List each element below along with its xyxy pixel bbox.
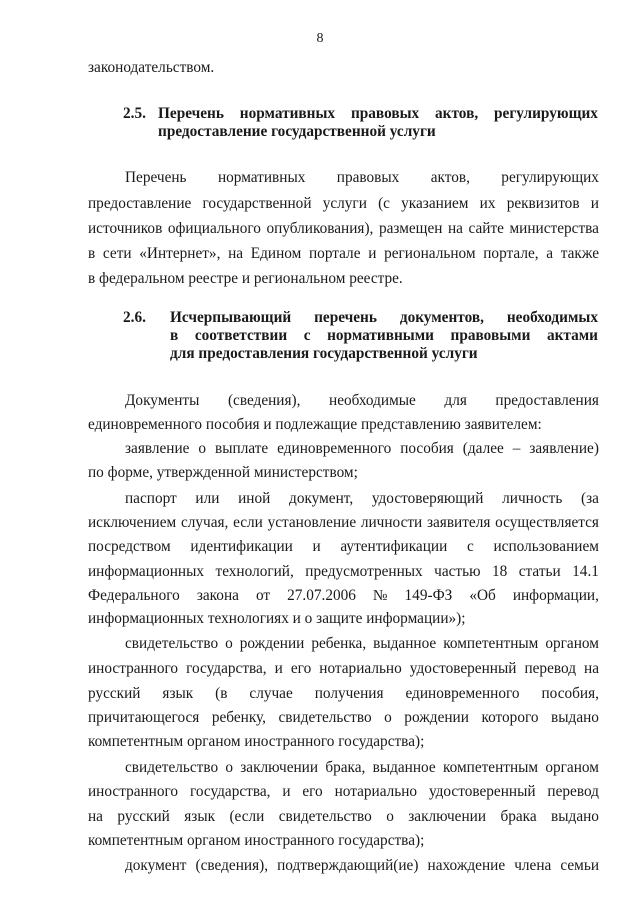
word: его <box>302 783 323 800</box>
paragraph-line <box>88 708 599 728</box>
paragraph-line <box>88 513 599 533</box>
word: иной <box>238 490 271 507</box>
word: информационных <box>88 563 205 580</box>
word: государства, <box>189 783 271 800</box>
word: свидетельство <box>125 759 219 776</box>
paragraph-line <box>88 219 599 239</box>
word: о <box>386 808 394 825</box>
word: установление <box>267 514 357 531</box>
word: предусмотренных <box>305 563 423 580</box>
word: Исчерпывающий <box>170 309 292 326</box>
paragraph-line <box>88 586 599 606</box>
word: нотариально <box>334 783 418 800</box>
word: заявителя <box>426 514 491 531</box>
word: причитающегося <box>88 709 200 726</box>
word: свидетельство <box>278 808 372 825</box>
word: государственной <box>202 195 312 212</box>
word: нормативных <box>239 105 336 122</box>
word: закона <box>196 587 239 604</box>
word: № <box>372 587 388 604</box>
word: «Об <box>469 587 496 604</box>
word: идентификации <box>190 538 293 555</box>
paragraph-line: единовременного пособия и подлежащие представлению заявителем: <box>88 416 542 433</box>
word: компетентным <box>442 759 539 776</box>
word: актами <box>546 327 598 344</box>
word: иностранного <box>88 783 179 800</box>
word: удостоверенный <box>409 660 517 677</box>
word: рождении <box>239 635 305 652</box>
word: в <box>88 245 96 262</box>
paragraph-line <box>125 391 599 411</box>
word: органом <box>545 759 599 776</box>
word: частью <box>434 563 481 580</box>
word: указанием <box>401 195 469 212</box>
word: Документы <box>125 392 200 409</box>
word: выданное <box>373 635 437 652</box>
word: о <box>225 759 234 776</box>
word: Федерального <box>88 587 180 604</box>
word: (если <box>229 808 265 825</box>
word: на <box>228 245 244 262</box>
text-line: законодательством. <box>88 59 215 76</box>
word: актов, <box>435 105 479 122</box>
word: единовременного <box>405 685 520 702</box>
word: заявление <box>125 440 190 457</box>
word: региональном <box>384 245 476 262</box>
paragraph-line: компетентным органом иностранного государства); <box>88 733 425 750</box>
word: брака <box>500 808 537 825</box>
word: ребенка, <box>311 635 367 652</box>
word: и <box>274 660 283 677</box>
word: выданное <box>372 759 436 776</box>
section-heading-line: предоставление государственной услуги <box>158 123 436 140</box>
word: осуществляется <box>495 514 599 531</box>
word: источников <box>88 220 163 237</box>
word: – <box>512 440 521 457</box>
word: язык <box>184 808 216 825</box>
word: для <box>444 392 467 409</box>
word: и <box>312 538 321 555</box>
word: (сведения), <box>195 857 269 874</box>
word: его <box>290 660 312 677</box>
word: аутентификации <box>340 538 448 555</box>
word: (в <box>215 685 228 702</box>
paragraph-line <box>125 758 599 778</box>
word: удостоверенный <box>428 783 536 800</box>
word: иностранного <box>88 660 179 677</box>
word: семьи <box>560 857 599 874</box>
word: 149-ФЗ <box>404 587 453 604</box>
word: статьи <box>518 563 561 580</box>
word: ребенку, <box>211 709 266 726</box>
word: 27.07.2006 <box>287 587 356 604</box>
word: которого <box>481 709 539 726</box>
word: (за <box>581 490 599 507</box>
word: если <box>233 514 263 531</box>
word: на <box>447 220 463 237</box>
paragraph-line <box>125 489 599 509</box>
word: (далее <box>462 440 504 457</box>
word: выплате <box>215 440 269 457</box>
word: получения <box>314 685 384 702</box>
word: о <box>384 709 392 726</box>
word: опубликования), <box>266 220 374 237</box>
paragraph-line <box>88 807 599 827</box>
word: заявление) <box>529 440 599 457</box>
paragraph-line <box>88 244 599 264</box>
word: рождении <box>404 709 469 726</box>
word: пособия <box>400 440 454 457</box>
word: выдано <box>551 709 599 726</box>
word: и <box>282 783 291 800</box>
word: их <box>479 195 496 212</box>
word: также <box>560 245 599 262</box>
word: документ, <box>289 490 354 507</box>
word: сети <box>102 245 132 262</box>
word: паспорт <box>125 490 177 507</box>
word: соответствии <box>194 327 288 344</box>
word: регулирующих <box>501 169 599 186</box>
word: использованием <box>493 538 599 555</box>
section-heading-line <box>158 104 598 124</box>
word: личности <box>360 514 423 531</box>
word: органом <box>545 635 599 652</box>
word: нотариально <box>319 660 402 677</box>
word: реквизитов <box>506 195 580 212</box>
word: выдано <box>551 808 599 825</box>
word: информации, <box>512 587 599 604</box>
word: русский <box>88 685 141 702</box>
word: удостоверяющий <box>371 490 484 507</box>
word: Перечень <box>125 169 187 186</box>
word: случае <box>249 685 293 702</box>
word: с <box>466 538 474 555</box>
paragraph-line <box>88 782 599 802</box>
word: а <box>546 245 554 262</box>
word: заключении <box>240 759 319 776</box>
word: правовых <box>350 105 420 122</box>
word: заключении <box>408 808 487 825</box>
word: личность <box>502 490 563 507</box>
paragraph-line: в федеральном реестре и региональном реестре. <box>88 270 403 287</box>
word: регулирующих <box>494 105 598 122</box>
word: перечень <box>314 309 377 326</box>
word: размещен <box>378 220 443 237</box>
word: перевод <box>547 783 599 800</box>
word: предоставления <box>495 392 599 409</box>
paragraph-line <box>88 562 599 582</box>
word: случая, <box>180 514 229 531</box>
word: о <box>198 440 207 457</box>
word: необходимых <box>506 309 598 326</box>
word: русский <box>117 808 170 825</box>
word: единовременного <box>277 440 392 457</box>
word: на <box>88 808 103 825</box>
section-heading-line <box>170 326 598 346</box>
word: услуги <box>322 195 367 212</box>
paragraph-line: по форме, утвержденной министерством; <box>88 464 358 481</box>
word: о <box>225 635 233 652</box>
word: портале, <box>483 245 539 262</box>
paragraph-line <box>125 856 599 876</box>
word: государства, <box>186 660 267 677</box>
word: посредством <box>88 538 171 555</box>
word: в <box>170 327 179 344</box>
word: нормативными <box>327 327 434 344</box>
word: и <box>590 195 599 212</box>
word: министерства <box>509 220 599 237</box>
word: Перечень <box>158 105 224 122</box>
paragraph-line <box>88 684 599 704</box>
word: или <box>195 490 220 507</box>
section-number: 2.6. <box>123 309 146 326</box>
word: подтверждающий(ие) <box>277 857 419 874</box>
paragraph-line <box>125 634 599 654</box>
word: свидетельство <box>125 635 219 652</box>
word: (сведения), <box>227 392 301 409</box>
word: члена <box>514 857 552 874</box>
word: «Интернет», <box>139 245 221 262</box>
word: свидетельство <box>278 709 372 726</box>
word: портале <box>308 245 361 262</box>
word: с <box>303 327 311 344</box>
word: сайте <box>468 220 504 237</box>
word: предоставление <box>88 195 192 212</box>
word: правовых <box>336 169 400 186</box>
word: необходимые <box>329 392 416 409</box>
word: брака, <box>325 759 366 776</box>
word: 14.1 <box>572 563 599 580</box>
word: технологий, <box>215 563 294 580</box>
paragraph-line <box>125 168 599 188</box>
word: от <box>255 587 271 604</box>
word: перевод <box>524 660 576 677</box>
section-heading-line <box>170 308 598 328</box>
paragraph-line <box>88 194 599 214</box>
word: на <box>584 660 599 677</box>
word: документов, <box>399 309 484 326</box>
word: документ <box>125 857 187 874</box>
paragraph-line <box>125 439 599 459</box>
section-number: 2.5. <box>123 105 146 122</box>
paragraph-line <box>88 537 599 557</box>
word: нормативных <box>217 169 306 186</box>
word: (с <box>378 195 390 212</box>
word: нахождение <box>427 857 506 874</box>
word: 18 <box>492 563 508 580</box>
word: Едином <box>250 245 302 262</box>
page-number: 8 <box>316 31 324 46</box>
word: пособия, <box>541 685 599 702</box>
word: официального <box>167 220 261 237</box>
paragraph-line: компетентным органом иностранного государства); <box>88 832 425 849</box>
word: актов, <box>430 169 470 186</box>
word: правовыми <box>450 327 531 344</box>
word: компетентным <box>443 635 539 652</box>
word: и <box>368 245 377 262</box>
paragraph-line <box>88 659 599 679</box>
paragraph-line: информационных технологиях и о защите информации»); <box>88 610 466 627</box>
word: исключением <box>88 514 177 531</box>
section-heading-line: для предоставления государственной услуги <box>170 345 478 362</box>
word: язык <box>162 685 194 702</box>
